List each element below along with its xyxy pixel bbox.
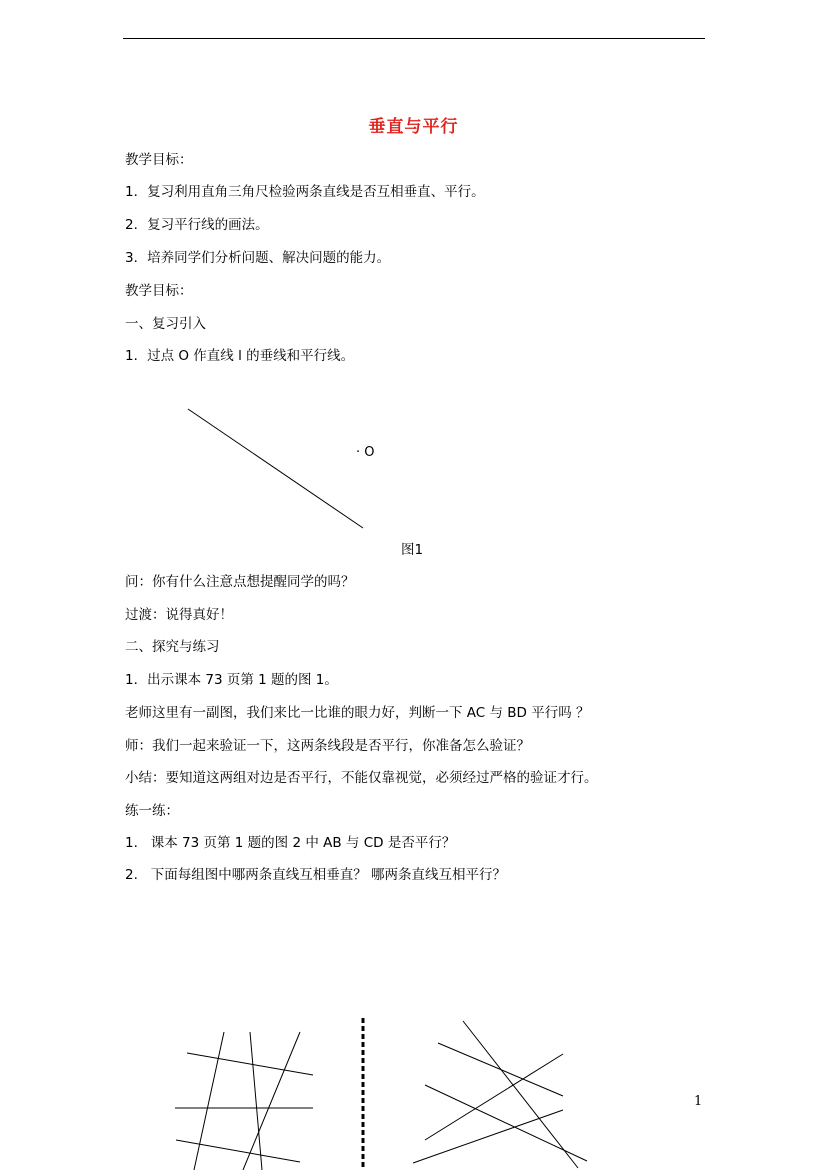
- figure1-line-l: [188, 409, 363, 528]
- practice-item-2: 2. 下面每组图中哪两条直线互相垂直？ 哪两条直线互相平行？: [125, 867, 507, 883]
- section-label-objectives: 教学目标：: [125, 152, 193, 168]
- teacher-verify: 师：我们一起来验证一下，这两条线段是否平行，你准备怎么验证？: [125, 738, 530, 754]
- left-group-line-1: [187, 1053, 313, 1075]
- objective-item-1: 1．复习利用直角三角尺检验两条直线是否互相垂直、平行。: [125, 184, 485, 200]
- figure1-caption: 图1: [401, 542, 424, 558]
- heading-explore-practice: 二、探究与练习: [125, 639, 220, 655]
- heading-review-intro: 一、复习引入: [125, 316, 206, 332]
- practice-item-1: 1. 课本 73 页第 1 题的图 2 中 AB 与 CD 是否平行？: [125, 835, 456, 851]
- right-group-line-5: [413, 1110, 563, 1163]
- task-show-textbook: 1．出示课本 73 页第 1 题的图 1。: [125, 672, 338, 688]
- summary-text: 小结：要知道这两组对边是否平行，不能仅靠视觉，必须经过严格的验证才行。: [125, 770, 598, 786]
- objective-item-3: 3．培养同学们分析问题、解决问题的能力。: [125, 250, 391, 266]
- left-group-line-4: [194, 1032, 224, 1170]
- section-label-objectives-2: 教学目标：: [125, 283, 193, 299]
- transition-text: 过渡：说得真好！: [125, 607, 233, 623]
- objective-item-2: 2．复习平行线的画法。: [125, 217, 269, 233]
- right-group-line-3: [463, 1021, 578, 1168]
- question-reminder: 问：你有什么注意点想提醒同学的吗？: [125, 574, 355, 590]
- teacher-prompt: 老师这里有一副图，我们来比一比谁的眼力好，判断一下 AC 与 BD 平行吗 ？: [125, 705, 590, 721]
- heading-practice: 练一练：: [125, 803, 179, 819]
- task-draw-lines: 1．过点 O 作直线 l 的垂线和平行线。: [125, 348, 355, 364]
- figure1-point-o-label: · O: [356, 445, 375, 460]
- page-number: 1: [694, 1094, 703, 1109]
- left-group-line-3: [176, 1140, 300, 1162]
- document-title: 垂直与平行: [368, 117, 459, 137]
